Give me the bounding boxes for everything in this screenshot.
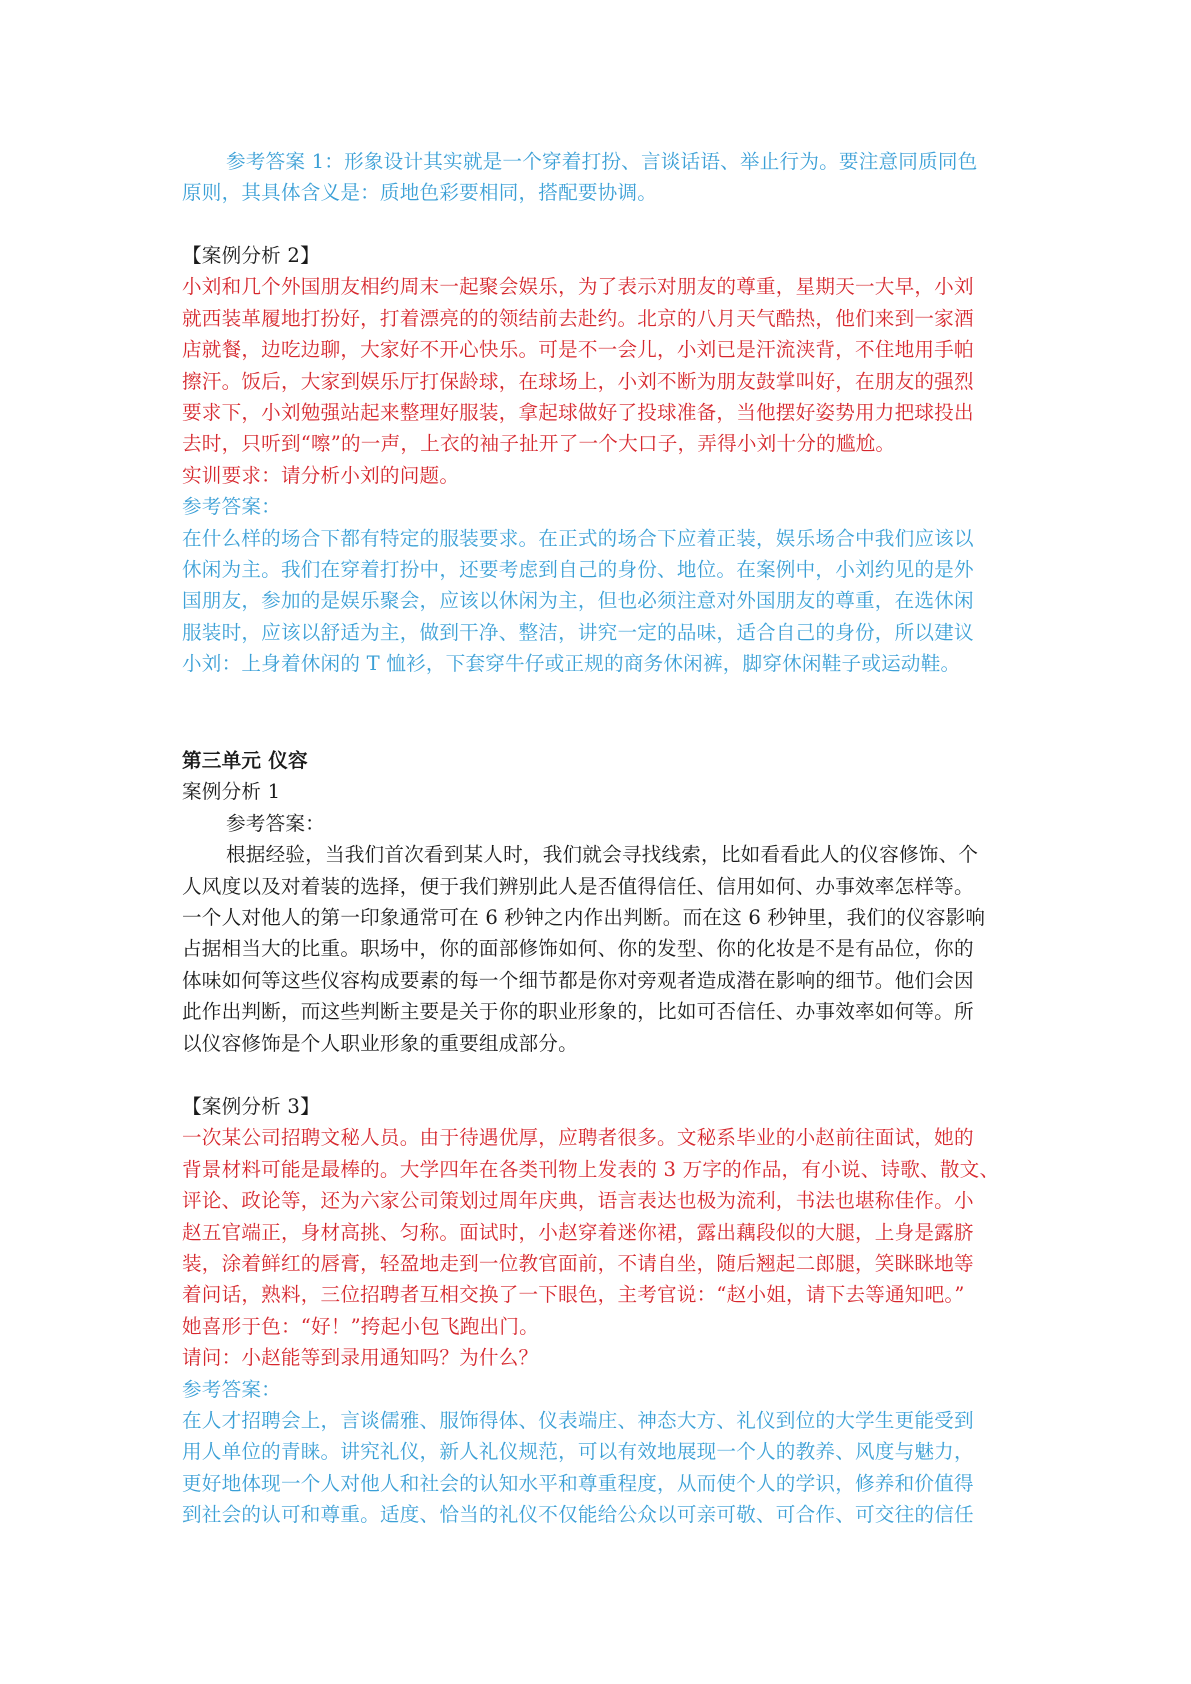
case-text-line: 小刘和几个外国朋友相约周末一起聚会娱乐，为了表示对朋友的尊重，星期天一大早，小刘 xyxy=(182,275,974,299)
case-text-line: 擦汗。饭后，大家到娱乐厅打保龄球，在球场上，小刘不断为朋友鼓掌叫好，在朋友的强烈 xyxy=(182,369,974,393)
answer-line: 体味如何等这些仪容构成要素的每一个细节都是你对旁观者造成潜在影响的细节。他们会因 xyxy=(182,968,974,992)
reference-answer-1 xyxy=(182,146,1020,209)
answer-line: 占据相当大的比重。职场中，你的面部修饰如何、你的发型、你的化妆是不是有品位，你的 xyxy=(182,937,974,961)
answer-line: 小刘：上身着休闲的 T 恤衫，下套穿牛仔或正规的商务休闲裤，脚穿休闲鞋子或运动鞋。 xyxy=(182,652,961,676)
answer-line: 以仪容修饰是个人职业形象的重要组成部分。 xyxy=(182,1031,578,1055)
answer-line: 在人才招聘会上，言谈儒雅、服饰得体、仪表端庄、神态大方、礼仪到位的大学生更能受到 xyxy=(182,1408,974,1432)
answer-line: 更好地体现一个人对他人和社会的认知水平和尊重程度，从而使个人的学识，修养和价值得 xyxy=(182,1471,974,1495)
case-analysis-3 xyxy=(182,1091,1020,1530)
answer-line: 此作出判断，而这些判断主要是关于你的职业形象的，比如可否信任、办事效率如何等。所 xyxy=(182,1000,974,1024)
answer-line: 人风度以及对着装的选择，便于我们辨别此人是否值得信任、信用如何、办事效率怎样等。 xyxy=(182,874,974,898)
case-text-line: 赵五官端正，身材高挑、匀称。面试时，小赵穿着迷你裙，露出藕段似的大腿，上身是露脐 xyxy=(182,1220,974,1244)
unit-title: 第三单元 仪容 xyxy=(182,749,308,772)
case-text-line: 店就餐，边吃边聊，大家好不开心快乐。可是不一会儿，小刘已是汗流浃背，不住地用手帕 xyxy=(182,338,974,362)
case-analysis-2 xyxy=(182,240,1020,679)
case-text-line: 就西装革履地打扮好，打着漂亮的的领结前去赴约。北京的八月天气酷热，他们来到一家酒 xyxy=(182,306,974,330)
answer-line: 服装时，应该以舒适为主，做到干净、整洁，讲究一定的品味，适合自己的身份，所以建议 xyxy=(182,620,974,644)
case-text-line: 要求下，小刘勉强站起来整理好服装，拿起球做好了投球准备，当他摆好姿势用力把球投出 xyxy=(182,400,974,424)
answer-label: 参考答案： xyxy=(182,1377,281,1401)
case-text-line: 背景材料可能是最棒的。大学四年在各类刊物上发表的 3 万字的作品，有小说、诗歌、散文、 xyxy=(182,1157,1000,1181)
answer-line: 国朋友，参加的是娱乐聚会，应该以休闲为主，但也必须注意对外国朋友的尊重，在选休闲 xyxy=(182,589,974,613)
answer-line: 根据经验，当我们首次看到某人时，我们就会寻找线索，比如看看此人的仪容修饰、个 xyxy=(226,843,979,867)
answer-line: 一个人对他人的第一印象通常可在 6 秒钟之内作出判断。而在这 6 秒钟里，我们的仪容影响 xyxy=(182,905,986,929)
case-text-line: 她喜形于色：“好！”挎起小包飞跑出门。 xyxy=(182,1314,539,1338)
answer-line: 到社会的认可和尊重。适度、恰当的礼仪不仅能给公众以可亲可敬、可合作、可交往的信任 xyxy=(182,1503,974,1527)
answer-line: 休闲为主。我们在穿着打扮中，还要考虑到自己的身份、地位。在案例中，小刘约见的是外 xyxy=(182,557,974,581)
answer-line: 原则，其具体含义是：质地色彩要相同，搭配要协调。 xyxy=(182,181,658,205)
answer-label: 参考答案： xyxy=(182,495,281,519)
case-text-line: 一次某公司招聘文秘人员。由于待遇优厚，应聘者很多。文秘系毕业的小赵前往面试，她的 xyxy=(182,1126,974,1150)
case-question: 请问：小赵能等到录用通知吗？为什么？ xyxy=(182,1346,539,1370)
case-text-line: 装，涂着鲜红的唇膏，轻盈地走到一位教官面前，不请自坐，随后翘起二郎腿，笑眯眯地等 xyxy=(182,1251,974,1275)
answer-label: 参考答案： xyxy=(226,811,325,835)
answer-line: 在什么样的场合下都有特定的服装要求。在正式的场合下应着正装，娱乐场合中我们应该以 xyxy=(182,526,974,550)
case-text-line: 着问话，熟料，三位招聘者互相交换了一下眼色，主考官说：“赵小姐，请下去等通知吧。” xyxy=(182,1283,965,1307)
answer-line: 用人单位的青睐。讲究礼仪，新人礼仪规范，可以有效地展现一个人的教养、风度与魅力， xyxy=(182,1440,974,1464)
case-label: 案例分析 1 xyxy=(182,780,281,804)
case-heading: 【案例分析 3】 xyxy=(182,1095,320,1118)
case-text-line: 评论、政论等，还为六家公司策划过周年庆典，语言表达也极为流利，书法也堪称佳作。小 xyxy=(182,1189,974,1213)
answer-line: 参考答案 1：形象设计其实就是一个穿着打扮、言谈话语、举止行为。要注意同质同色 xyxy=(226,150,978,173)
case-heading: 【案例分析 2】 xyxy=(182,244,320,267)
unit-3-section xyxy=(182,745,1020,1059)
case-text-line: 去时，只听到“嚓”的一声，上衣的袖子扯开了一个大口子，弄得小刘十分的尴尬。 xyxy=(182,432,896,456)
training-requirement: 实训要求：请分析小刘的问题。 xyxy=(182,463,460,487)
